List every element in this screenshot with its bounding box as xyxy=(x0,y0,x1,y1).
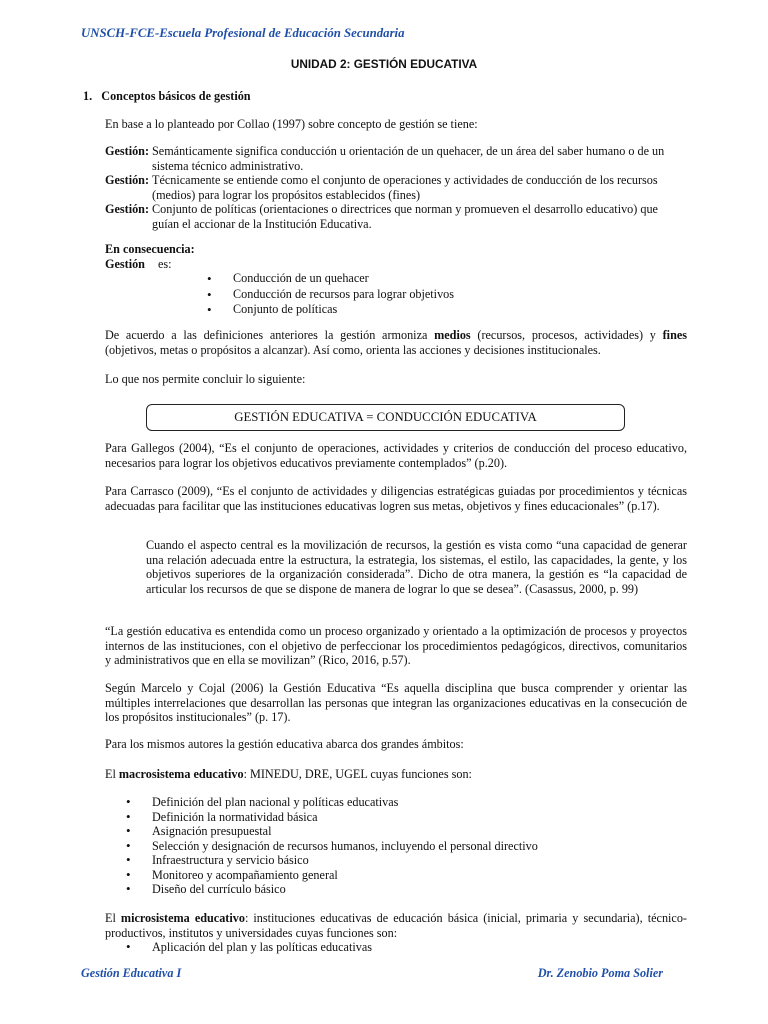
definition-term: Gestión: xyxy=(105,202,150,217)
equation-box: GESTIÓN EDUCATIVA = CONDUCCIÓN EDUCATIVA xyxy=(146,404,625,431)
acuerdo-paragraph xyxy=(105,328,687,357)
list-item: • Monitoreo y acompañamiento general xyxy=(152,868,538,883)
definition-text: Técnicamente se entiende como el conjunto de operaciones y actividades de conducción de los recursos (medios) para lograr los propósitos establecidos (fines) xyxy=(152,173,658,202)
list-item: • Asignación presupuestal xyxy=(152,824,538,839)
consequence-block xyxy=(105,242,687,271)
document-header: UNSCH-FCE-Escuela Profesional de Educación Secundaria xyxy=(81,26,405,40)
consequence-label: En consecuencia: xyxy=(105,242,195,256)
acuerdo-text: De acuerdo a las definiciones anteriores la gestión armoniza xyxy=(105,328,435,342)
consequence-bullet-list xyxy=(233,271,454,318)
macro-pre: El xyxy=(105,767,119,781)
ambitos-paragraph: Para los mismos autores la gestión educativa abarca dos grandes ámbitos: xyxy=(105,737,464,751)
section-title: Conceptos básicos de gestión xyxy=(101,89,251,103)
consequence-line xyxy=(105,257,687,272)
list-item: • Conducción de un quehacer xyxy=(233,271,454,287)
macro-paragraph xyxy=(105,767,687,782)
definition-text: Semánticamente significa conducción u orientación de un quehacer, de un área del saber humano o de un sistema técnico administrativo. xyxy=(152,144,665,173)
conclude-paragraph: Lo que nos permite concluir lo siguiente: xyxy=(105,372,306,386)
rico-paragraph: “La gestión educativa es entendida como un proceso organizado y orientado a la optimización de procesos y proyectos internos de las instituciones, con el objetivo de perfeccionar los procedimientos pedagógicos, directivos, comunitarios y administrativos que en ella se movilizan” (Rico, 2016, p.57). xyxy=(105,624,687,668)
macro-term: macrosistema educativo xyxy=(118,767,244,781)
intro-paragraph: En base a lo planteado por Collao (1997) sobre concepto de gestión se tiene: xyxy=(105,117,478,131)
unit-title: UNIDAD 2: GESTIÓN EDUCATIVA xyxy=(290,57,478,71)
micro-pre: El xyxy=(105,911,121,925)
footer-author: Dr. Zenobio Poma Solier xyxy=(537,966,663,980)
list-item: • Infraestructura y servicio básico xyxy=(152,853,538,868)
consequence-es: es: xyxy=(157,256,172,271)
macro-bullet-list xyxy=(152,795,538,897)
list-item: • Aplicación del plan y las políticas educativas xyxy=(152,940,372,955)
acuerdo-text: (objetivos, metas o propósitos a alcanzar). Así como, orienta las acciones y decisiones institucionales. xyxy=(105,342,601,357)
casassus-quote: Cuando el aspecto central es la movilización de recursos, la gestión es vista como “una capacidad de generar una relación adecuada entre la estructura, la estrategia, los sistemas, el estilo, las capacidades, la gente, y los objetivos superiores de la organización considerada”. Dicho de otra manera, la gestión es “la capacidad de articular los recursos de que se dispone de manera de lograr lo que se desea”. (Casassus, 2000, p. 99) xyxy=(146,538,687,596)
list-item: • Conjunto de políticas xyxy=(233,302,454,318)
carrasco-paragraph: Para Carrasco (2009), “Es el conjunto de actividades y diligencias estratégicas guiadas por procedimientos y técnicas adecuadas para facilitar que las instituciones educativas logren sus metas, objetivos y fines educacionales” (p.17). xyxy=(105,484,687,513)
gallegos-paragraph: Para Gallegos (2004), “Es el conjunto de operaciones, actividades y criterios de conducción del proceso educativo, necesarios para lograr los objetivos educativos previamente contemplados” (p.20). xyxy=(105,441,687,470)
list-item: • Selección y designación de recursos humanos, incluyendo el personal directivo xyxy=(152,839,538,854)
medios-term: medios xyxy=(434,328,471,342)
macro-post: : MINEDU, DRE, UGEL cuyas funciones son: xyxy=(243,767,472,781)
list-item: • Definición del plan nacional y políticas educativas xyxy=(152,795,538,810)
marcelo-paragraph: Según Marcelo y Cojal (2006) la Gestión Educativa “Es aquella disciplina que busca comprender y orientar las múltiples interrelaciones que desarrollan las personas que integran las organizaciones educativas en la consecución de los propósitos institucionales” (p. 17). xyxy=(105,681,687,725)
section-number: 1. xyxy=(83,89,93,103)
micro-post: : instituciones educativas de educación básica (inicial, primaria y secundaria), técnico- productivos, institutos y universidades cuyas funciones son: xyxy=(105,911,687,940)
list-item: • Conducción de recursos para lograr objetivos xyxy=(233,287,454,303)
definition-term: Gestión: xyxy=(105,173,150,188)
list-item: • Definición la normatividad básica xyxy=(152,810,538,825)
consequence-gestion: Gestión xyxy=(105,256,145,271)
footer-course: Gestión Educativa I xyxy=(81,966,182,980)
section-heading xyxy=(83,89,251,104)
fines-term: fines xyxy=(662,328,687,342)
definition-item xyxy=(105,144,687,173)
definition-text: Conjunto de políticas (orientaciones o directrices que norman y promueven el desarrollo educativo) que guían el accionar de la Institución Educativa. xyxy=(152,202,658,231)
micro-paragraph xyxy=(105,911,687,940)
definition-item xyxy=(105,173,687,202)
definitions-list xyxy=(105,144,687,232)
micro-term: microsistema educativo xyxy=(120,911,245,925)
definition-term: Gestión: xyxy=(105,144,150,158)
list-item: • Diseño del currículo básico xyxy=(152,882,538,897)
micro-bullet-list xyxy=(152,940,372,955)
definition-item xyxy=(105,202,687,231)
acuerdo-text: (recursos, procesos, actividades) y xyxy=(470,328,663,342)
